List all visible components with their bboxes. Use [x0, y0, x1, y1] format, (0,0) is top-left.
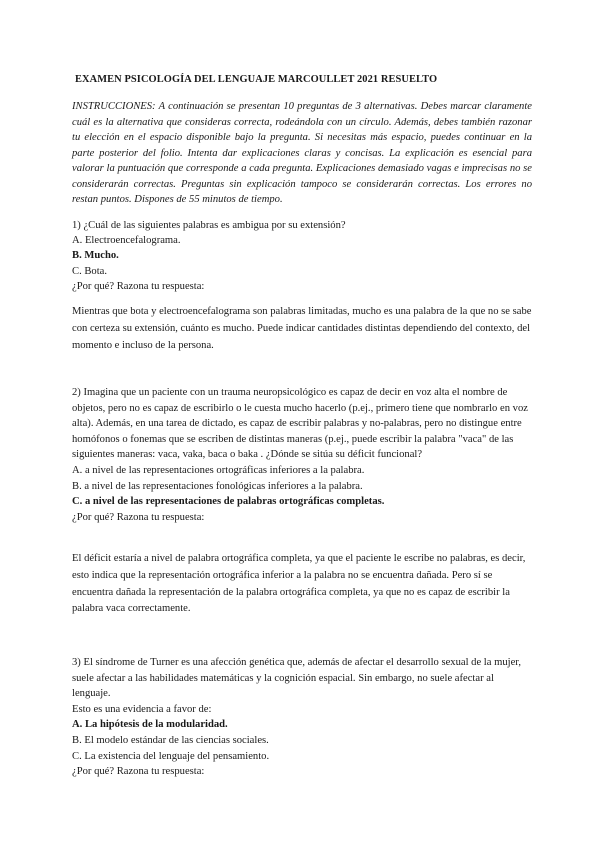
question-1-prompt: ¿Por qué? Razona tu respuesta: [72, 280, 205, 292]
question-1-option-a: A. Electroencefalograma. [72, 235, 181, 247]
question-2-answer: El déficit estaría a nivel de palabra ortográfica completa, ya que el paciente le escribe no palabras, es decir, esto indica que la representación ortográfica inferior a la palabra no se encuentra dañada. Pero sí se encuentra dañada la representación de la palabra ortográfica completa, ya que no es capaz de escribir la palabra vaca correctamente. [72, 553, 526, 615]
question-1-answer: Mientras que bota y electroencefalograma son palabras limitadas, mucho es una palabra de la que no se sabe con certeza su extensión, cuánto es mucho. Puede indicar cantidades distintas dependiendo del contexto, del momento e incluso de la persona. [72, 306, 532, 351]
question-3-option-a-correct: A. La hipótesis de la modularidad. [72, 719, 228, 731]
question-2-option-c-correct: C. a nivel de las representaciones de palabras ortográficas completas. [72, 496, 385, 508]
question-1-option-c: C. Bota. [72, 265, 108, 277]
question-2-text: 2) Imagina que un paciente con un trauma neuropsicológico es capaz de decir en voz alta el nombre de objetos, pero no es capaz de escribirlo o le cuesta mucho hacerlo (p.ej., primero tiene que nombrarlo en voz alta). Además, en una tarea de dictado, es capaz de escribir palabras y no-palabras, pero no distingue entre homófonos o fonemas que se escriben de distintas maneras (p.ej., puede escribir la palabra "vaca" de las siguientes maneras: vaca, vaka, baca o baka . ¿Dónde se sitúa su déficit funcional? [72, 387, 528, 461]
question-3-option-b: B. El modelo estándar de las ciencias sociales. [72, 734, 269, 746]
question-3 [72, 655, 532, 780]
question-3-lead: Esto es una evidencia a favor de: [72, 703, 212, 715]
question-2-option-a: A. a nivel de las representaciones ortográficas inferiores a la palabra. [72, 464, 365, 476]
question-1 [72, 218, 532, 294]
document-title: EXAMEN PSICOLOGÍA DEL LENGUAJE MARCOULLET 2021 RESUELTO [75, 74, 438, 85]
question-2-prompt: ¿Por qué? Razona tu respuesta: [72, 511, 205, 523]
question-3-option-c: C. La existencia del lenguaje del pensamiento. [72, 750, 270, 762]
question-2 [72, 385, 532, 525]
question-3-prompt: ¿Por qué? Razona tu respuesta: [72, 766, 205, 778]
instructions-paragraph: INSTRUCCIONES: A continuación se presentan 10 preguntas de 3 alternativas. Debes marcar claramente cuál es la alternativa que consideras correcta, rodeándola con un círculo. Además, debes también razonar tu elección en el espacio disponible bajo la pregunta. Si necesitas más espacio, puedes continuar en la parte posterior del folio. Intenta dar explicaciones claras y concisas. La explicación es esencial para valorar la puntuación que corresponde a cada pregunta. Explicaciones demasiado vagas e imprecisas no se considerarán correctas. Preguntas sin explicación tampoco se considerarán correctas. Los errores no restan puntos. Dispones de 55 minutos de tiempo. [72, 101, 532, 205]
question-1-text: 1) ¿Cuál de las siguientes palabras es ambigua por su extensión? [72, 220, 346, 231]
question-3-text: 3) El síndrome de Turner es una afección genética que, además de afectar el desarrollo sexual de la mujer, suele afectar a las habilidades matemáticas y la cognición espacial. Sin embargo, no suele afectar al lenguaje. [72, 657, 522, 700]
question-2-option-b: B. a nivel de las representaciones fonológicas inferiores a la palabra. [72, 480, 363, 492]
question-1-option-b-correct: B. Mucho. [72, 250, 119, 262]
